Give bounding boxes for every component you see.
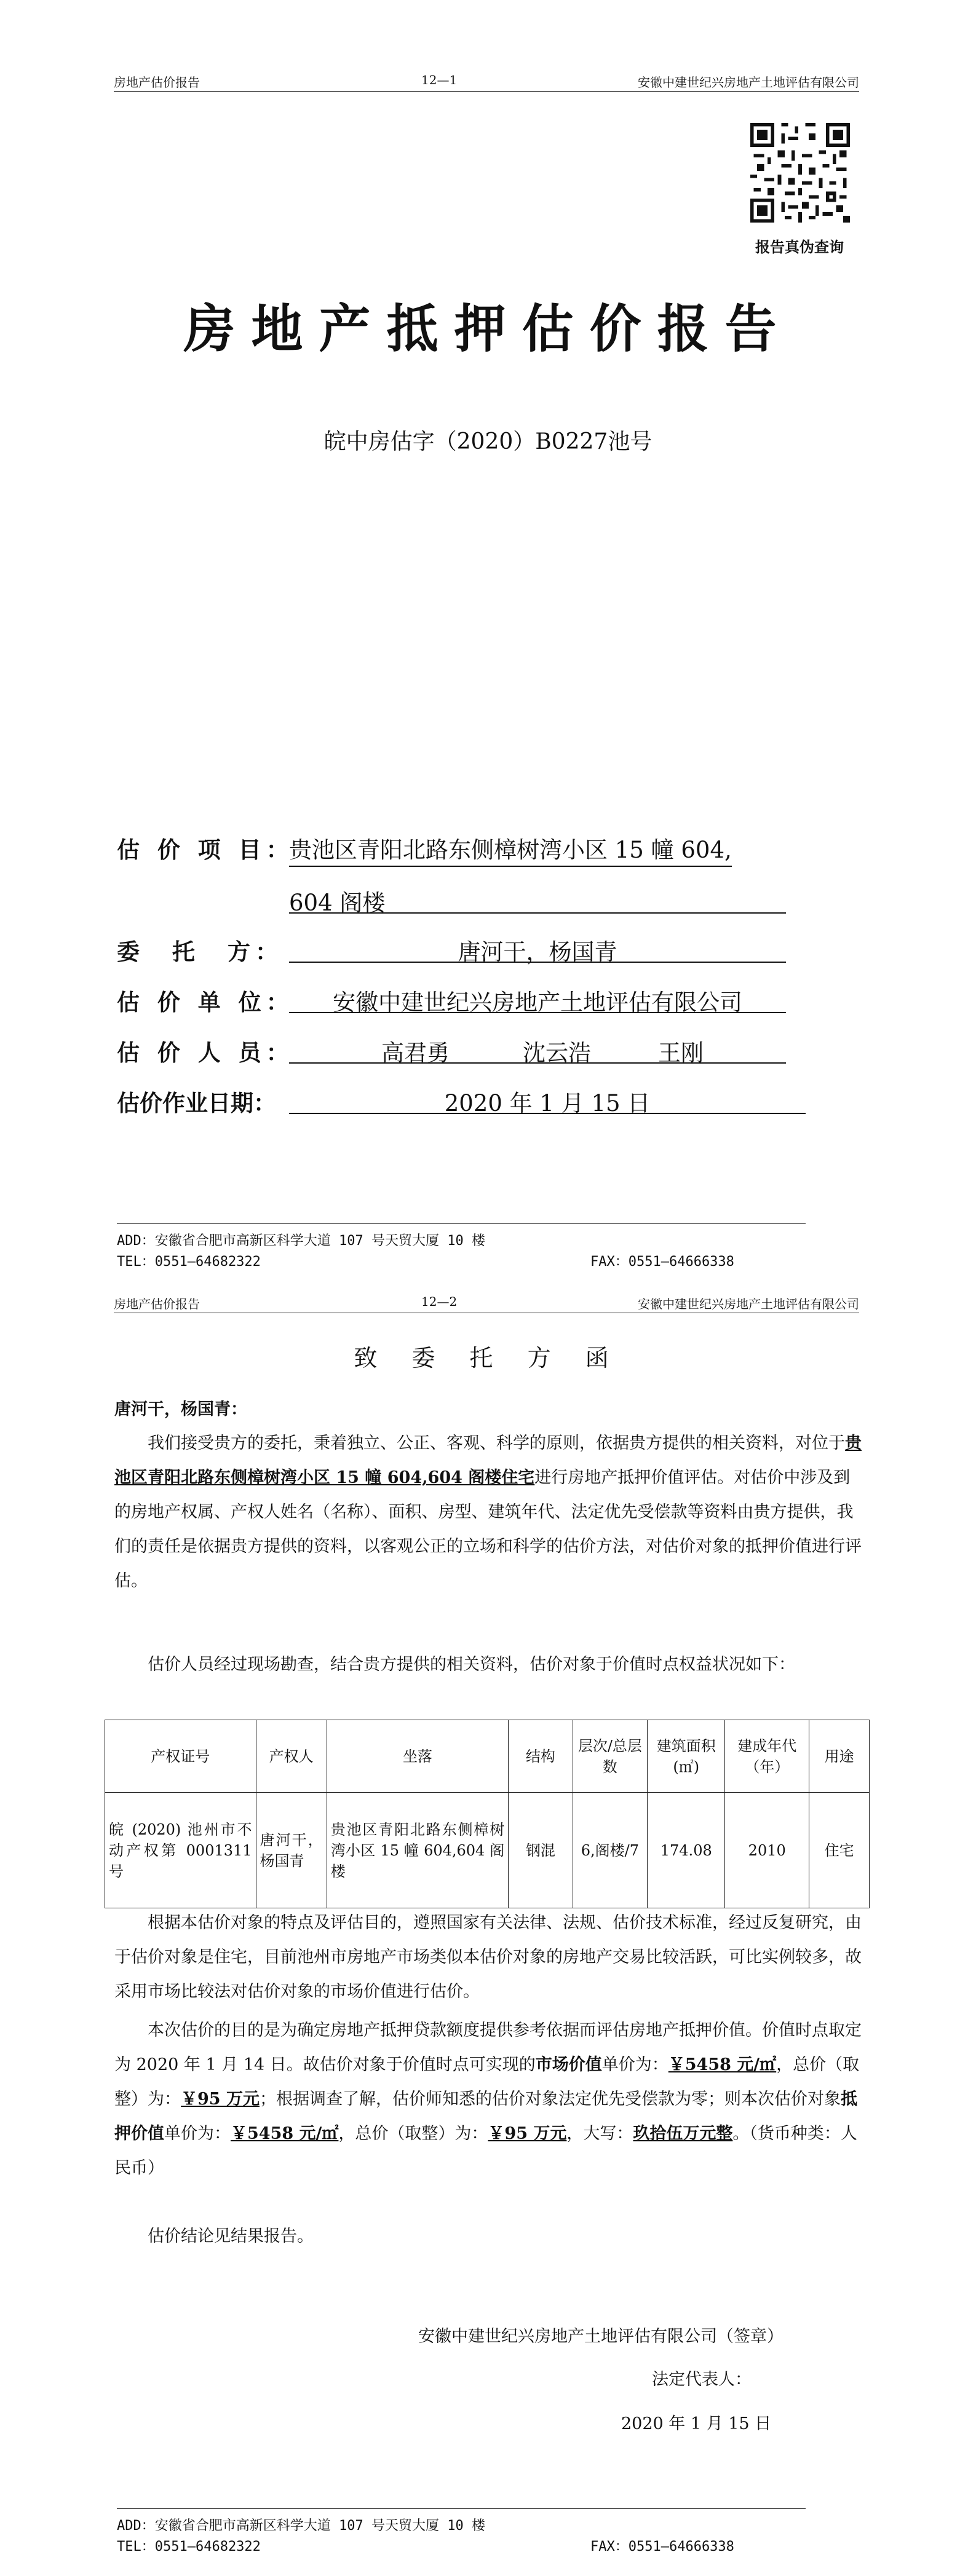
unit-value: 安徽中建世纪兴房地产土地评估有限公司 bbox=[289, 984, 786, 1013]
table-cell: 174.08 bbox=[648, 1793, 725, 1908]
footer-tel: TEL：0551—64682322 bbox=[117, 2539, 261, 2554]
date-label: 估价作业日期： bbox=[117, 1089, 276, 1116]
footer-rule bbox=[117, 1223, 806, 1224]
client-label: 委 托 方： bbox=[117, 938, 283, 965]
table-cell: 住宅 bbox=[809, 1793, 870, 1908]
document-number: 皖中房估字（2020）B0227池号 bbox=[323, 429, 653, 454]
project-value-line2: 604 阁楼 bbox=[289, 884, 786, 914]
mortgage-unit-price: ￥5458 元/㎡ bbox=[231, 2124, 339, 2143]
header-right: 安徽中建世纪兴房地产土地评估有限公司 bbox=[638, 1297, 859, 1311]
table-header: 产权证号 bbox=[105, 1720, 256, 1793]
page-header bbox=[114, 1294, 859, 1313]
page-number: 12—1 bbox=[421, 73, 458, 87]
footer-fax: FAX：0551—64666338 bbox=[590, 1254, 734, 1270]
table-header: 用途 bbox=[809, 1720, 870, 1793]
report-title: 房地产抵押估价报告 bbox=[183, 298, 793, 359]
table-header: 建成年代（年） bbox=[725, 1720, 809, 1793]
market-unit-price: ￥5458 元/㎡ bbox=[668, 2055, 777, 2074]
appraiser-name: 王刚 bbox=[658, 1040, 704, 1066]
appraisers-label: 估 价 人 员： bbox=[117, 1039, 294, 1066]
page-footer bbox=[117, 1223, 806, 1272]
table-cell: 皖 (2020) 池州市不动产权第 0001311 号 bbox=[105, 1793, 256, 1908]
footer-address: ADD：安徽省合肥市高新区科学大道 107 号天贸大厦 10 楼 bbox=[117, 1233, 485, 1249]
page-footer bbox=[117, 2508, 806, 2557]
sign-representative: 法定代表人： bbox=[652, 2370, 752, 2389]
letter-paragraph-4: 本次估价的目的是为确定房地产抵押贷款额度提供参考依据而评估房地产抵押价值。价值时点取定为 2020 年 1 月 14 日。故估价对象于价值时点可实现的市场价值单价为：￥5458 元/㎡，总价（取整）为：￥95 万元；根据调查了解，估价师知悉的估价对象法定优先受偿款为零；则本次估价对象抵押价值单价为：￥5458 元/㎡，总价（取整）为：￥95 万元，大写：玖拾伍万元整。（货币种类：人民币） bbox=[114, 2021, 862, 2178]
appraiser-name: 沈云浩 bbox=[523, 1040, 591, 1066]
property-address: 贵池区青阳北路东侧樟树湾小区 15 幢 604,604 阁楼住宅 bbox=[114, 1434, 862, 1487]
letter-title: 致 委 托 方 函 bbox=[354, 1345, 622, 1372]
unit-label: 估 价 单 位： bbox=[117, 989, 294, 1016]
appraiser-name: 高君勇 bbox=[381, 1040, 450, 1066]
client-value: 唐河干，杨国青 bbox=[289, 933, 786, 963]
footer-fax: FAX：0551—64666338 bbox=[590, 2539, 734, 2554]
page-number: 12—2 bbox=[421, 1294, 458, 1309]
letter-paragraph-3: 根据本估价对象的特点及评估目的，遵照国家有关法律、法规、估价技术标准，经过反复研究，由于估价对象是住宅，目前池州市房地产市场类似本估价对象的房地产交易比较活跃，可比实例较多，故采用市场比较法对估价对象的市场价值进行估价。 bbox=[114, 1913, 862, 2001]
table-header: 结构 bbox=[509, 1720, 573, 1793]
table-cell: 2010 bbox=[725, 1793, 809, 1908]
table-header: 层次/总层数 bbox=[573, 1720, 648, 1793]
header-left: 房地产估价报告 bbox=[114, 75, 200, 90]
table-row bbox=[105, 1793, 870, 1908]
table-cell: 6,阁楼/7 bbox=[573, 1793, 648, 1908]
sign-date: 2020 年 1 月 15 日 bbox=[621, 2414, 772, 2433]
qr-caption: 报告真伪查询 bbox=[755, 238, 844, 256]
appraisers-value bbox=[289, 1034, 786, 1064]
table-header: 产权人 bbox=[256, 1720, 327, 1793]
table-cell: 钢混 bbox=[509, 1793, 573, 1908]
footer-address: ADD：安徽省合肥市高新区科学大道 107 号天贸大厦 10 楼 bbox=[117, 2518, 485, 2534]
project-value-line1: 贵池区青阳北路东侧樟树湾小区 15 幢 604, bbox=[289, 831, 786, 867]
footer-rule bbox=[117, 2508, 806, 2509]
letter-salutation: 唐河干，杨国青： bbox=[114, 1400, 247, 1419]
date-value: 2020 年 1 月 15 日 bbox=[289, 1085, 806, 1114]
page-header bbox=[114, 73, 859, 92]
table-cell: 唐河干，杨国青 bbox=[256, 1793, 327, 1908]
footer-tel: TEL：0551—64682322 bbox=[117, 1254, 261, 1270]
table-header-row bbox=[105, 1720, 870, 1793]
sign-company: 安徽中建世纪兴房地产土地评估有限公司（签章） bbox=[418, 2327, 784, 2346]
mortgage-total-price: ￥95 万元 bbox=[488, 2124, 567, 2143]
table-header: 建筑面积(㎡) bbox=[648, 1720, 725, 1793]
qr-code-icon[interactable] bbox=[750, 123, 850, 223]
project-label: 估 价 项 目： bbox=[117, 836, 294, 863]
market-total-price: ￥95 万元 bbox=[181, 2090, 260, 2109]
mortgage-value-term: 抵押价值 bbox=[114, 2090, 857, 2143]
header-left: 房地产估价报告 bbox=[114, 1297, 200, 1311]
market-value-term: 市场价值 bbox=[535, 2055, 602, 2074]
header-right: 安徽中建世纪兴房地产土地评估有限公司 bbox=[638, 75, 859, 90]
rights-table bbox=[105, 1720, 870, 1908]
letter-paragraph-1: 我们接受贵方的委托，秉着独立、公正、客观、科学的原则，依据贵方提供的相关资料，对位于贵池区青阳北路东侧樟树湾小区 15 幢 604,604 阁楼住宅进行房地产抵押价值评估。对估价中涉及到的房地产权属、产权人姓名（名称）、面积、房型、建筑年代、法定优先受偿款等资料由贵方提供，我们的责任是依据贵方提供的资料，以客观公正的立场和科学的估价方法，对估价对象的抵押价值进行评估。 bbox=[114, 1434, 862, 1590]
table-cell: 贵池区青阳北路东侧樟树湾小区 15 幢 604,604 阁楼 bbox=[327, 1793, 509, 1908]
letter-paragraph-2: 估价人员经过现场勘查，结合贵方提供的相关资料，估价对象于价值时点权益状况如下： bbox=[148, 1655, 795, 1674]
table-header: 坐落 bbox=[327, 1720, 509, 1793]
amount-in-words: 玖拾伍万元整 bbox=[633, 2124, 733, 2143]
letter-paragraph-5: 估价结论见结果报告。 bbox=[148, 2227, 314, 2246]
